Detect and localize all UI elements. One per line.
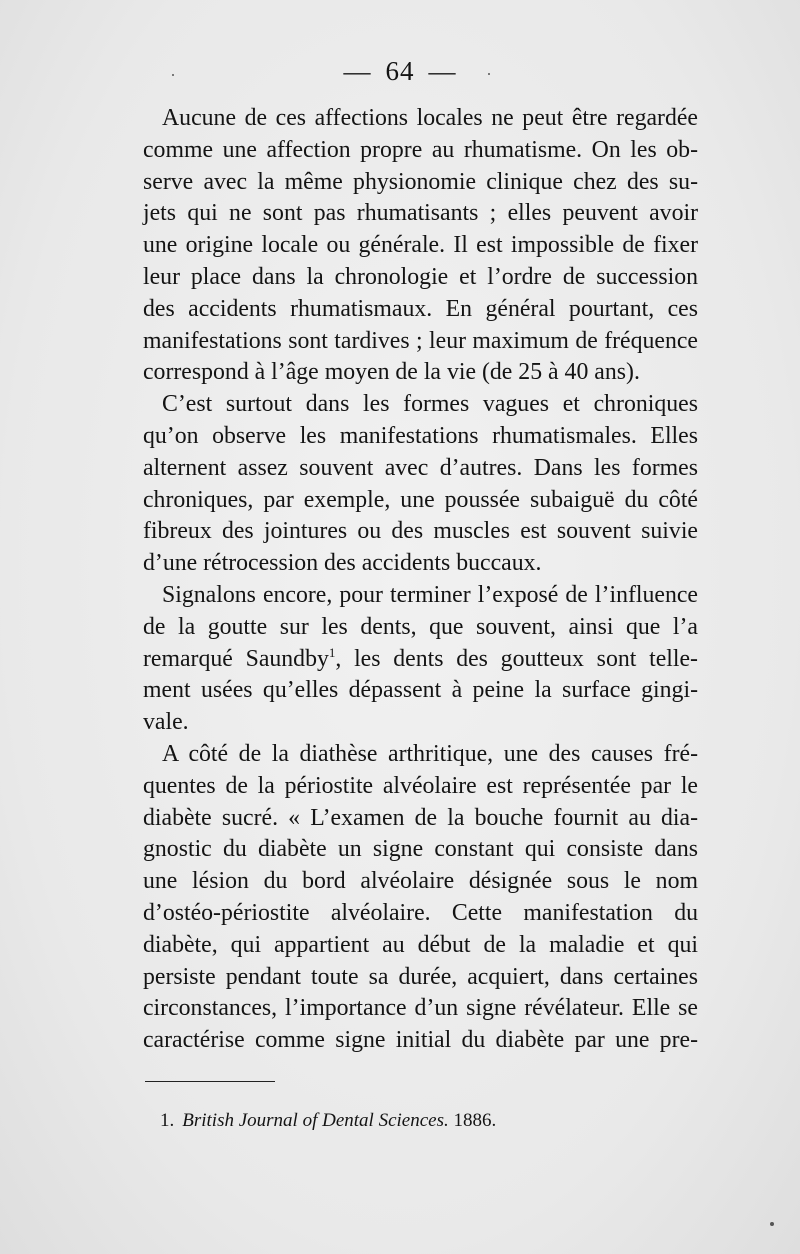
footnote-rule [145, 1081, 275, 1082]
text-line: qu’on observe les manifestations rhumatismales. Elles [143, 422, 698, 449]
text-line: ment usées qu’elles dépassent à peine la surface gingi- [143, 677, 698, 704]
text-line: quentes de la périostite alvéolaire est représentée par le [143, 772, 698, 799]
text-line: gnostic du diabète un signe constant qui consiste dans [143, 836, 698, 863]
text-line: vale. [143, 709, 189, 736]
text-line: des accidents rhumatismaux. En général pourtant, ces [143, 295, 698, 322]
header-dash-right: — [428, 56, 457, 86]
text-line: Aucune de ces affections locales ne peut être regardée [162, 105, 698, 131]
body-text [143, 103, 698, 1057]
text-line: Signalons encore, pour terminer l’exposé de l’influence [162, 581, 698, 608]
text-fragment: remarqué Saundby [143, 645, 329, 672]
text-line: caractérise comme signe initial du diabète par une pre- [143, 1027, 698, 1054]
text-line: diabète sucré. « L’examen de la bouche fournit au dia- [143, 804, 698, 831]
page-header [0, 56, 800, 87]
text-line: de la goutte sur les dents, que souvent, ainsi que l’a [143, 613, 698, 640]
text-line: jets qui ne sont pas rhumatisants ; elles peuvent avoir [143, 200, 698, 227]
text-line: d’ostéo-périostite alvéolaire. Cette manifestation du [143, 899, 698, 926]
text-line: une lésion du bord alvéolaire désignée sous le nom [143, 868, 698, 895]
text-line: d’une rétrocession des accidents buccaux. [143, 550, 542, 577]
footnote-journal-title: British Journal of Dental Sciences. [182, 1110, 449, 1131]
text-line: chroniques, par exemple, une poussée subaiguë du côté [143, 486, 698, 513]
text-line: circonstances, l’importance d’un signe révélateur. Elle se [143, 995, 698, 1022]
footnote [160, 1110, 496, 1132]
text-line: une origine locale ou générale. Il est impossible de fixer [143, 232, 698, 259]
text-line: comme une affection propre au rhumatisme. On les ob- [143, 136, 698, 163]
footnote-year: 1886. [453, 1110, 497, 1131]
page-number: 64 [385, 56, 415, 86]
text-line: alternent assez souvent avec d’autres. Dans les formes [143, 454, 698, 481]
text-line: diabète, qui appartient au début de la maladie et qui [143, 931, 698, 958]
paper-speck [488, 73, 490, 75]
text-line: A côté de la diathèse arthritique, une des causes fré- [162, 740, 698, 767]
text-line: fibreux des jointures ou des muscles est souvent suivie [143, 518, 698, 545]
paper-speck [172, 74, 174, 76]
text-line: correspond à l’âge moyen de la vie (de 25 à 40 ans). [143, 359, 640, 386]
text-line: manifestations sont tardives ; leur maximum de fréquence [143, 327, 698, 354]
text-line-with-footnote-ref [143, 644, 698, 676]
paper-speck [770, 1222, 774, 1226]
text-line: leur place dans la chronologie et l’ordre de succession [143, 263, 698, 290]
text-line: C’est surtout dans les formes vagues et chroniques [162, 391, 698, 418]
text-fragment: , les dents des goutteux sont telle- [335, 645, 698, 672]
text-line: persiste pendant toute sa durée, acquiert, dans certaines [143, 963, 698, 990]
text-line: serve avec la même physionomie clinique chez des su- [143, 168, 698, 195]
footnote-number: 1. [160, 1110, 175, 1131]
footnote-reference: 1 [328, 644, 336, 660]
header-dash-left: — [343, 56, 372, 86]
